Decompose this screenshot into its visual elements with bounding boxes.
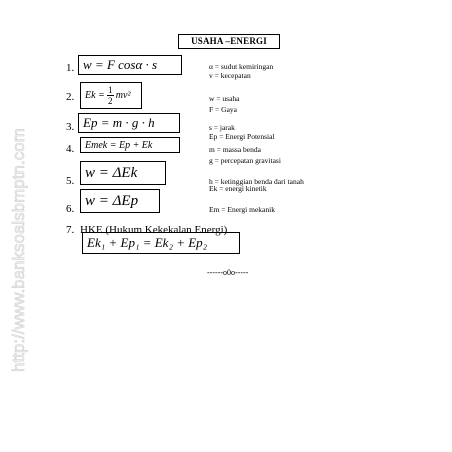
- item-number-2: 2.: [66, 91, 75, 103]
- hke-label: HKE (Hukum Kekekalan Energi): [80, 224, 228, 236]
- formula-box-5: [80, 161, 166, 185]
- footer-separator: ------o0o-----: [207, 268, 249, 277]
- formula-2-numerator: 1: [108, 85, 113, 95]
- def-h: h = ketinggian benda dari tanah: [209, 177, 304, 186]
- formula-box-4: [80, 137, 180, 153]
- def-s: s = jarak: [209, 123, 235, 132]
- formula-box-6: [80, 189, 160, 213]
- formula-1: w = F cosα · s: [83, 57, 158, 72]
- formula-box-1: [78, 55, 182, 75]
- formula-6: w = ΔEp: [85, 192, 139, 209]
- formula-box-7: [82, 232, 240, 254]
- item-number-5: 5.: [66, 175, 75, 187]
- formula-2-denominator: 2: [108, 96, 113, 106]
- formula-5: w = ΔEk: [85, 164, 138, 181]
- def-alpha: α = sudut kemiringan: [209, 62, 274, 71]
- def-v: v = kecepatan: [209, 71, 251, 80]
- item-number-4: 4.: [66, 143, 75, 155]
- item-number-7: 7.: [66, 224, 75, 236]
- def-m: m = massa benda: [209, 145, 261, 154]
- def-w: w = usaha: [209, 94, 240, 103]
- formula-2-rhs: mv²: [115, 90, 131, 101]
- def-ek: Ek = energi kinetik: [209, 184, 267, 193]
- item-number-1: 1.: [66, 62, 75, 74]
- formula-2-lhs: Ek =: [85, 90, 105, 101]
- def-ep: Ep = Energi Potensial: [209, 132, 275, 141]
- page-title: USAHA –ENERGI: [178, 34, 280, 49]
- formula-3: Ep = m · g · h: [83, 115, 155, 130]
- item-number-6: 6.: [66, 203, 75, 215]
- formula-7: Ek₁ + Ep₁ = Ek₂ + Ep₂: [87, 235, 208, 250]
- formula-box-2: [80, 82, 142, 109]
- formula-box-3: [78, 113, 180, 133]
- def-em: Em = Energi mekanik: [209, 205, 275, 214]
- formula-4: Emek = Ep + Ek: [85, 139, 153, 151]
- def-f: F = Gaya: [209, 105, 237, 114]
- item-number-3: 3.: [66, 121, 75, 133]
- def-g: g = percepatan gravitasi: [209, 156, 281, 165]
- watermark-text: http://www.banksoalsbmptn.com: [9, 128, 28, 372]
- watermark: [0, 0, 40, 452]
- formula-2-fraction: [107, 85, 114, 106]
